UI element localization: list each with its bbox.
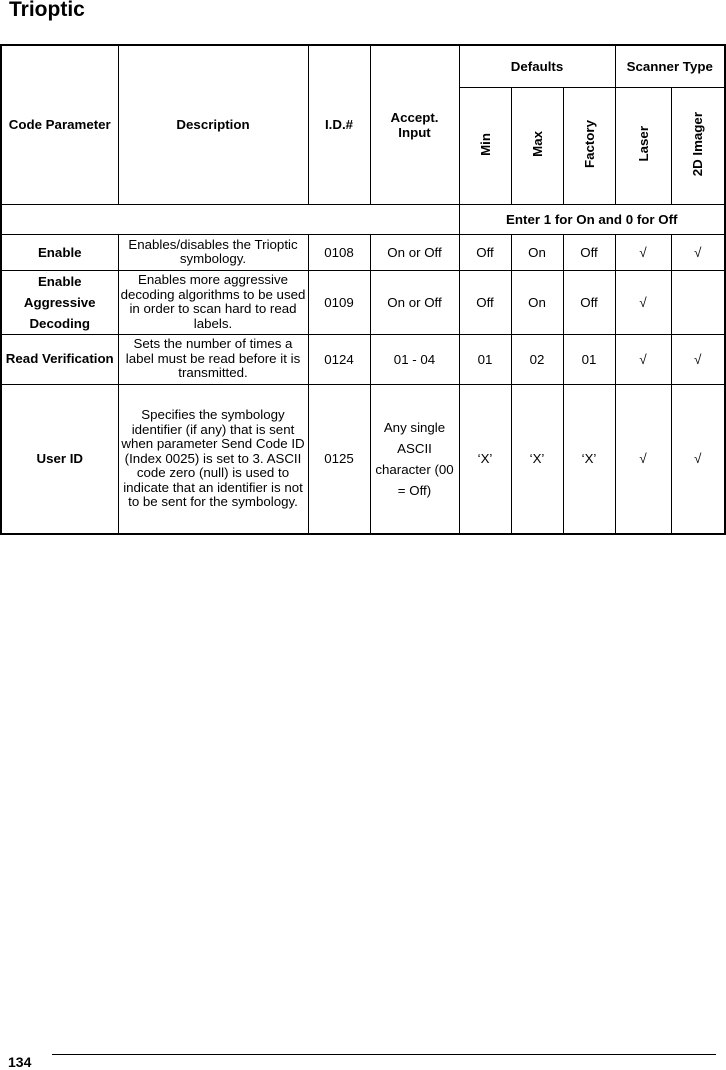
header-factory: Factory <box>581 119 597 169</box>
param-input: On or Off <box>370 270 459 334</box>
param-input: On or Off <box>370 234 459 270</box>
header-defaults: Defaults <box>459 45 615 87</box>
param-min: Off <box>459 234 511 270</box>
param-imager-check <box>671 270 725 334</box>
param-factory: Off <box>563 234 615 270</box>
param-name: User ID <box>1 384 118 534</box>
header-factory-cell <box>563 87 615 204</box>
header-laser: Laser <box>635 126 651 162</box>
trioptic-parameter-table <box>0 44 726 535</box>
page-number: 134 <box>8 1054 32 1070</box>
header-row <box>1 45 725 87</box>
table-row <box>1 234 725 270</box>
param-laser-check: √ <box>615 234 671 270</box>
page-title: Trioptic <box>9 0 85 21</box>
note-row <box>1 204 725 234</box>
param-imager-check: √ <box>671 384 725 534</box>
param-max: 02 <box>511 334 563 384</box>
header-imager-cell <box>671 87 725 204</box>
table-row <box>1 334 725 384</box>
param-description: Specifies the symbology identifier (if any) that is sent when parameter Send Code ID (Index 0025) is set to 3. ASCII code zero (null) is used to indicate that an identifier is not to be sent for the symbology. <box>118 384 308 534</box>
header-min-cell <box>459 87 511 204</box>
table-row <box>1 384 725 534</box>
param-imager-check: √ <box>671 334 725 384</box>
param-laser-check: √ <box>615 334 671 384</box>
header-min: Min <box>477 132 493 156</box>
param-name: Enable Aggressive Decoding <box>1 270 118 334</box>
param-laser-check: √ <box>615 384 671 534</box>
param-factory: ‘X’ <box>563 384 615 534</box>
param-imager-check: √ <box>671 234 725 270</box>
table-row <box>1 270 725 334</box>
param-name: Enable <box>1 234 118 270</box>
param-id: 0124 <box>308 334 370 384</box>
header-imager: 2D Imager <box>690 111 706 177</box>
param-description: Sets the number of times a label must be read before it is transmitted. <box>118 334 308 384</box>
header-code-parameter: Code Parameter <box>1 45 118 204</box>
header-id: I.D.# <box>308 45 370 204</box>
header-max: Max <box>529 131 545 157</box>
param-id: 0125 <box>308 384 370 534</box>
param-min: ‘X’ <box>459 384 511 534</box>
note-blank-cell <box>1 204 459 234</box>
param-input: Any single ASCII character (00 = Off) <box>370 384 459 534</box>
param-factory: 01 <box>563 334 615 384</box>
param-min: 01 <box>459 334 511 384</box>
param-laser-check: √ <box>615 270 671 334</box>
header-description: Description <box>118 45 308 204</box>
param-max: ‘X’ <box>511 384 563 534</box>
header-accept-input: Accept. Input <box>370 45 459 204</box>
param-id: 0109 <box>308 270 370 334</box>
param-description: Enables more aggressive decoding algorithms to be used in order to scan hard to read labels. <box>118 270 308 334</box>
param-min: Off <box>459 270 511 334</box>
param-description: Enables/disables the Trioptic symbology. <box>118 234 308 270</box>
param-max: On <box>511 234 563 270</box>
footer-divider <box>52 1054 716 1055</box>
on-off-note: Enter 1 for On and 0 for Off <box>459 204 725 234</box>
param-input: 01 - 04 <box>370 334 459 384</box>
header-laser-cell <box>615 87 671 204</box>
param-factory: Off <box>563 270 615 334</box>
param-max: On <box>511 270 563 334</box>
param-id: 0108 <box>308 234 370 270</box>
header-scanner-type: Scanner Type <box>615 45 725 87</box>
header-max-cell <box>511 87 563 204</box>
param-name: Read Verification <box>1 334 118 384</box>
